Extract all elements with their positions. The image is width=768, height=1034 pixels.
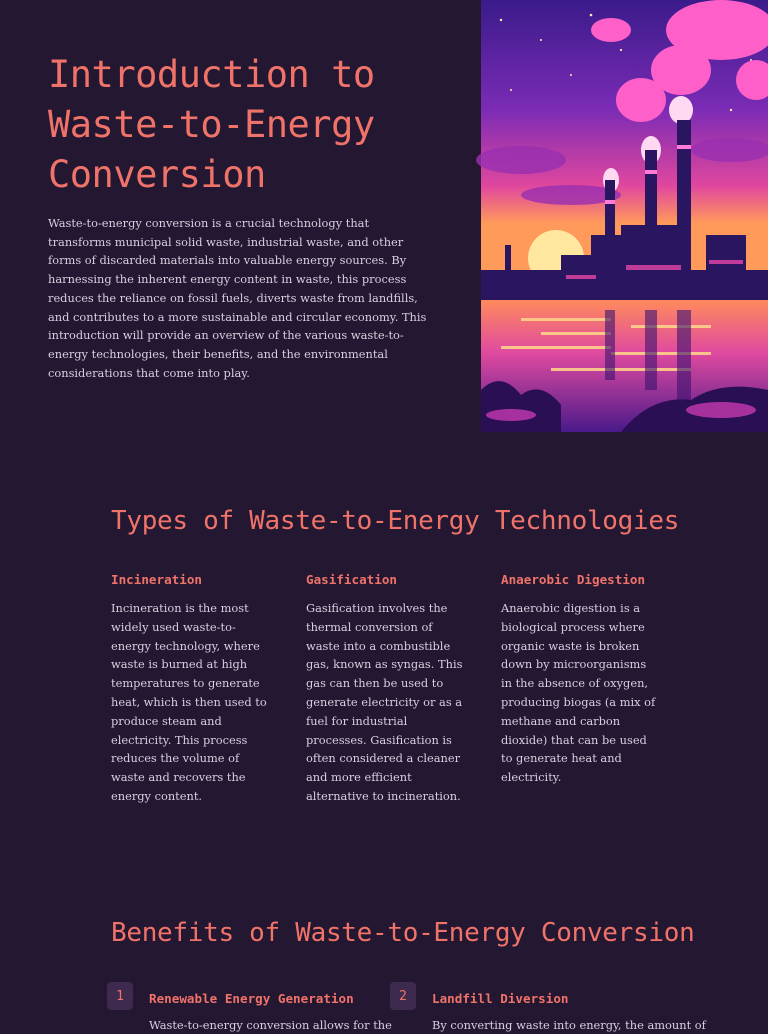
benefit-title: Landfill Diversion [432, 991, 569, 1006]
benefit-title: Renewable Energy Generation [149, 991, 354, 1006]
anaerobic-digestion-text: Anaerobic digestion is a biological process where organic waste is broken down by microorganisms in the absence of oxygen, producing biogas (a mix of methane and carbon dioxide) that can be used to generate heat and electricity. [501, 601, 656, 785]
benefit-text: Waste-to-energy conversion allows for the [149, 1018, 392, 1032]
gasification-title: Gasification [306, 572, 397, 587]
number-badge: 1 [107, 982, 133, 1010]
page-title: Introduction to Waste-to-Energy Conversion [48, 53, 375, 196]
anaerobic-digestion-column [501, 572, 659, 787]
incineration-text: Incineration is the most widely used waste-to-energy technology, where waste is burned at high temperatures to generate heat, which is then used to produce steam and electricity. This process reduces the volume of waste and recovers the energy content. [111, 601, 267, 803]
anaerobic-digestion-title: Anaerobic Digestion [501, 572, 646, 587]
gasification-text: Gasification involves the thermal conversion of waste into a combustible gas, known as syngas. This gas can then be used to generate electricity or as a fuel for industrial processes. Gasification is often considered a cleaner and more efficient alternative to incineration. [306, 601, 463, 803]
gasification-column [306, 572, 464, 806]
incineration-column [111, 572, 269, 806]
types-heading: Types of Waste-to-Energy Technologies [111, 506, 680, 536]
intro-paragraph: Waste-to-energy conversion is a crucial technology that transforms municipal solid waste, industrial waste, and other forms of discarded materials into valuable energy sources. By harnessing the inherent energy content in waste, this process reduces the reliance on fossil fuels, diverts waste from landfills, and contributes to a more sustainable and circular economy. This introduction will provide an overview of the various waste-to-energy technologies, their benefits, and the environmental considerations that come into play. [48, 216, 427, 380]
benefit-text: By converting waste into energy, the amount of [432, 1018, 706, 1032]
power-plant-illustration [481, 0, 768, 432]
benefits-heading: Benefits of Waste-to-Energy Conversion [111, 918, 695, 948]
incineration-title: Incineration [111, 572, 202, 587]
number-badge: 2 [390, 982, 416, 1010]
